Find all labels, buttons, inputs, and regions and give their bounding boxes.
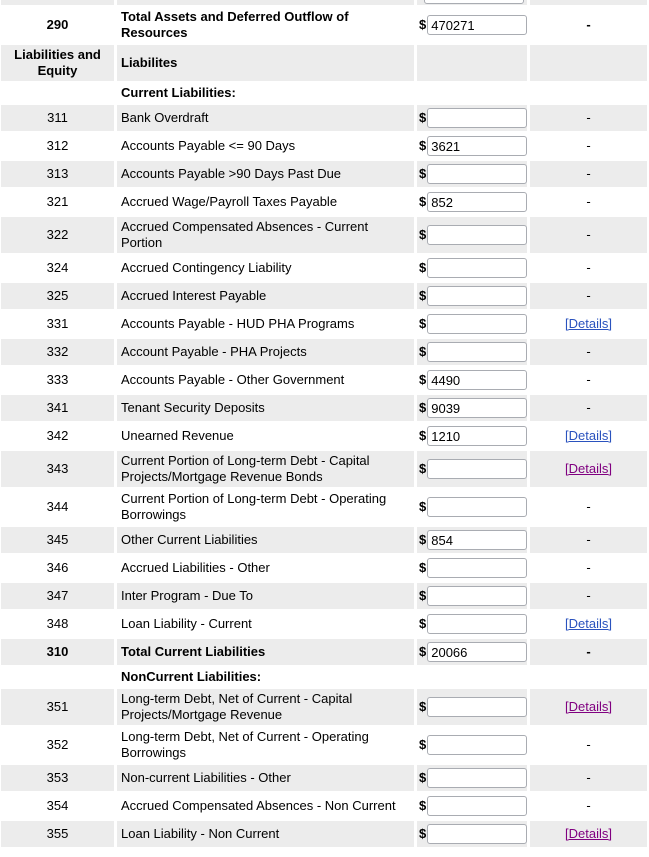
line-number: 324 (46, 260, 69, 275)
line-item-label: Inter Program - Due To (121, 588, 253, 603)
no-details-dash: - (586, 499, 591, 514)
table-row (1, 611, 649, 637)
line-number: 347 (46, 588, 69, 603)
line-number: 332 (46, 344, 69, 359)
amount-input[interactable] (427, 108, 527, 128)
subsection-header-label: NonCurrent Liabilities: (121, 669, 262, 684)
amount-input[interactable] (427, 558, 527, 578)
amount-input[interactable] (427, 164, 527, 184)
no-details-dash: - (586, 260, 591, 275)
line-number: 312 (46, 138, 69, 153)
currency-symbol: $ (419, 616, 427, 631)
no-details-dash: - (586, 110, 591, 125)
no-details-dash: - (586, 194, 591, 209)
amount-input[interactable] (427, 735, 527, 755)
line-number: 325 (46, 288, 69, 303)
amount-input[interactable] (427, 398, 527, 418)
details-link[interactable]: [Details] (565, 461, 612, 476)
amount-input[interactable] (427, 642, 527, 662)
line-item-label: Loan Liability - Current (121, 616, 252, 631)
line-item-label: Account Payable - PHA Projects (121, 344, 307, 359)
currency-symbol: $ (419, 166, 427, 181)
table-row (1, 689, 649, 725)
amount-input[interactable] (427, 286, 527, 306)
table-row (1, 161, 649, 187)
currency-symbol: $ (419, 260, 427, 275)
table-row (1, 583, 649, 609)
line-item-label: Accrued Liabilities - Other (121, 560, 270, 575)
line-number: 321 (46, 194, 69, 209)
no-details-dash: - (586, 798, 591, 813)
line-number: 343 (46, 461, 69, 476)
no-details-dash: - (586, 532, 591, 547)
amount-input[interactable] (427, 370, 527, 390)
line-number: 345 (46, 532, 69, 547)
amount-input[interactable] (427, 697, 527, 717)
no-details-dash: - (586, 560, 591, 575)
table-row (1, 527, 649, 553)
currency-symbol: $ (419, 17, 427, 32)
line-number: 352 (46, 737, 69, 752)
line-item-label: Bank Overdraft (121, 110, 209, 125)
no-details-dash: - (586, 588, 591, 603)
subsection-header-label: Current Liabilities: (121, 85, 236, 100)
line-number: 333 (46, 372, 69, 387)
no-details-dash: - (586, 288, 591, 303)
currency-symbol: $ (419, 532, 427, 547)
amount-input[interactable] (427, 15, 527, 35)
amount-input[interactable] (427, 192, 527, 212)
amount-input[interactable] (427, 530, 527, 550)
amount-input[interactable] (427, 258, 527, 278)
line-item-label: Other Current Liabilities (121, 532, 258, 547)
subsection-header-row (1, 83, 649, 103)
table-row (1, 489, 649, 525)
table-row (1, 423, 649, 449)
line-item-label: Long-term Debt, Net of Current - Capital Projects/Mortgage Revenue (121, 691, 353, 722)
line-item-label: Non-current Liabilities - Other (121, 770, 291, 785)
line-item-label: Accounts Payable - HUD PHA Programs (121, 316, 355, 331)
currency-symbol: $ (419, 194, 427, 209)
amount-input[interactable] (427, 497, 527, 517)
details-link[interactable]: [Details] (565, 316, 612, 331)
no-details-dash: - (586, 737, 591, 752)
currency-symbol: $ (419, 699, 427, 714)
details-link[interactable]: [Details] (565, 699, 612, 714)
amount-input[interactable] (427, 459, 527, 479)
amount-input[interactable] (427, 824, 527, 844)
line-item-label: Accounts Payable <= 90 Days (121, 138, 296, 153)
line-number: 341 (46, 400, 69, 415)
line-number: 353 (46, 770, 69, 785)
currency-symbol: $ (419, 344, 427, 359)
currency-symbol: $ (419, 227, 427, 242)
currency-symbol: $ (419, 499, 427, 514)
currency-symbol: $ (419, 316, 427, 331)
no-details-dash: - (586, 17, 591, 32)
line-item-label: Tenant Security Deposits (121, 400, 265, 415)
no-details-dash: - (586, 166, 591, 181)
currency-symbol: $ (419, 770, 427, 785)
amount-input[interactable] (427, 225, 527, 245)
amount-input[interactable] (424, 0, 524, 4)
table-row (1, 7, 649, 43)
amount-input[interactable] (427, 768, 527, 788)
line-item-label: Unearned Revenue (121, 428, 234, 443)
currency-symbol: $ (419, 798, 427, 813)
currency-symbol: $ (419, 588, 427, 603)
currency-symbol: $ (419, 826, 427, 841)
line-item-label: Total Assets and Deferred Outflow of Resources (121, 9, 349, 40)
table-row (1, 189, 649, 215)
no-details-dash: - (586, 227, 591, 242)
line-item-label: Current Portion of Long-term Debt - Operating Borrowings (121, 491, 387, 522)
no-details-dash: - (586, 770, 591, 785)
no-details-dash: - (586, 644, 591, 659)
table-row (1, 727, 649, 763)
amount-input[interactable] (427, 796, 527, 816)
table-row (1, 133, 649, 159)
line-number: 342 (46, 428, 69, 443)
currency-symbol: $ (419, 400, 427, 415)
currency-symbol: $ (419, 428, 427, 443)
subsection-header-row (1, 667, 649, 687)
table-row (1, 283, 649, 309)
currency-symbol: $ (419, 288, 427, 303)
table-row (1, 255, 649, 281)
line-item-label: Accrued Compensated Absences - Current Portion (121, 219, 369, 250)
line-item-label: Accrued Wage/Payroll Taxes Payable (121, 194, 338, 209)
amount-input[interactable] (427, 314, 527, 334)
currency-symbol: $ (419, 644, 427, 659)
amount-input[interactable] (427, 136, 527, 156)
table-row (1, 765, 649, 791)
currency-symbol: $ (419, 737, 427, 752)
table-row (1, 311, 649, 337)
line-number: 351 (46, 699, 69, 714)
table-row (1, 339, 649, 365)
currency-symbol: $ (419, 110, 427, 125)
line-number: 331 (46, 316, 69, 331)
table-row (1, 217, 649, 253)
line-number: 346 (46, 560, 69, 575)
line-number: 355 (46, 826, 69, 841)
table-row (1, 555, 649, 581)
section-label: Liabilites (121, 55, 178, 70)
line-number: 354 (46, 798, 69, 813)
line-item-label: Total Current Liabilities (121, 644, 266, 659)
line-item-label: Accrued Compensated Absences - Non Current (121, 798, 396, 813)
line-item-label: Accrued Contingency Liability (121, 260, 292, 275)
section-row (1, 45, 649, 81)
section-category-label: Liabilities and Equity (14, 47, 101, 78)
amount-input[interactable] (427, 426, 527, 446)
line-number: 290 (46, 17, 69, 32)
table-row (1, 395, 649, 421)
amount-input[interactable] (427, 342, 527, 362)
line-number: 348 (46, 616, 69, 631)
table-row (1, 367, 649, 393)
line-item-label: Accounts Payable - Other Government (121, 372, 345, 387)
line-item-label: Current Portion of Long-term Debt - Capital Projects/Mortgage Revenue Bonds (121, 453, 370, 484)
currency-symbol: $ (419, 560, 427, 575)
line-number: 322 (46, 227, 69, 242)
details-link[interactable]: [Details] (565, 826, 612, 841)
table-row (1, 793, 649, 819)
table-row (1, 451, 649, 487)
line-number: 313 (46, 166, 69, 181)
line-item-label: Long-term Debt, Net of Current - Operating Borrowings (121, 729, 369, 760)
amount-input[interactable] (427, 586, 527, 606)
currency-symbol: $ (419, 138, 427, 153)
table-row (1, 105, 649, 131)
line-item-label: Accrued Interest Payable (121, 288, 267, 303)
amount-input[interactable] (427, 614, 527, 634)
no-details-dash: - (586, 138, 591, 153)
no-details-dash: - (586, 344, 591, 359)
currency-symbol: $ (419, 461, 427, 476)
details-link[interactable]: [Details] (565, 428, 612, 443)
line-item-label: Accounts Payable >90 Days Past Due (121, 166, 342, 181)
table-row (1, 639, 649, 665)
line-item-label: Loan Liability - Non Current (121, 826, 280, 841)
details-link[interactable]: [Details] (565, 616, 612, 631)
line-number: 344 (46, 499, 69, 514)
clipped-table-row (1, 0, 649, 5)
no-details-dash: - (586, 400, 591, 415)
currency-symbol: $ (419, 372, 427, 387)
no-details-dash: - (586, 372, 591, 387)
line-number: 310 (46, 644, 69, 659)
line-number: 311 (47, 110, 68, 125)
table-row (1, 821, 649, 847)
